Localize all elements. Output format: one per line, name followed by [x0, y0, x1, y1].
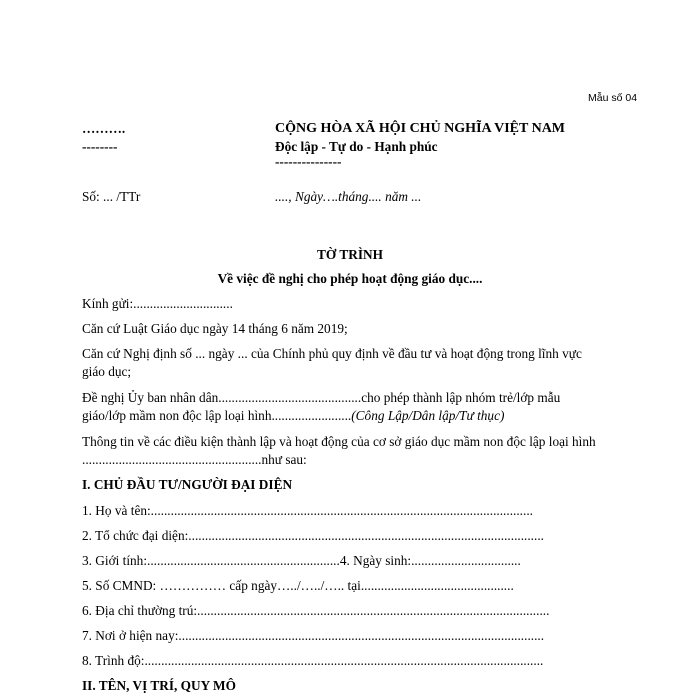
field-full-name: 1. Họ và tên:...................................................................................................................	[82, 503, 533, 518]
field-permanent-address: 6. Địa chỉ thường trú:..........................................................................................................	[82, 603, 550, 618]
form-number: Mẫu số 04	[588, 92, 638, 104]
field-education: 8. Trình độ:........................................................................................................................	[82, 653, 544, 668]
motto-dashes: ---------------	[275, 154, 342, 169]
motto: Độc lập - Tự do - Hạnh phúc	[275, 139, 438, 154]
issuer-dots: ……….	[82, 121, 126, 136]
basis-law: Căn cứ Luật Giáo dục ngày 14 tháng 6 năm 2019;	[82, 321, 348, 336]
nation-title: CỘNG HÒA XÃ HỘI CHỦ NGHĨA VIỆT NAM	[275, 121, 566, 136]
document-number: Số: ... /TTr	[82, 189, 141, 204]
basis-decree-line2: giáo dục;	[82, 364, 132, 379]
field-id-card: 5. Số CMND: …………… cấp ngày…../…../….. tại..............................................	[82, 578, 514, 593]
document-date: ...., Ngày….tháng.... năm ...	[275, 189, 422, 204]
field-current-address: 7. Nơi ở hiện nay:..............................................................................................................	[82, 628, 545, 643]
section-2-heading: II. TÊN, VỊ TRÍ, QUY MÔ	[82, 678, 236, 693]
info-line1: Thông tin về các điều kiện thành lập và hoạt động của cơ sở giáo dục mầm non độc lập loại hình	[82, 434, 596, 449]
recipient-line: Kính gửi:..............................	[82, 296, 233, 311]
request-line2-type: (Công Lập/Dân lập/Tư thục)	[351, 408, 505, 423]
section-1-heading: I. CHỦ ĐẦU TƯ/NGƯỜI ĐẠI DIỆN	[82, 477, 293, 492]
field-gender-birthdate: 3. Giới tính:..........................................................4. Ngày sinh:.................................	[82, 553, 521, 568]
basis-decree-line1: Căn cứ Nghị định số ... ngày ... của Chính phủ quy định về đầu tư và hoạt động trong lĩnh vực	[82, 346, 582, 361]
request-line2	[82, 408, 504, 424]
issuer-dashes: --------	[82, 139, 118, 154]
field-organization: 2. Tổ chức đại diện:...........................................................................................................	[82, 528, 544, 543]
request-line2-text: giáo/lớp mầm non độc lập loại hình........................	[82, 408, 352, 423]
document-title: TỜ TRÌNH	[317, 247, 383, 262]
request-line1: Đề nghị Ủy ban nhân dân...........................................cho phép thành lập nhóm trẻ/lớp mẫu	[82, 390, 561, 405]
info-line2: ......................................................như sau:	[82, 452, 307, 467]
document-subject: Về việc đề nghị cho phép hoạt động giáo dục....	[217, 271, 483, 286]
